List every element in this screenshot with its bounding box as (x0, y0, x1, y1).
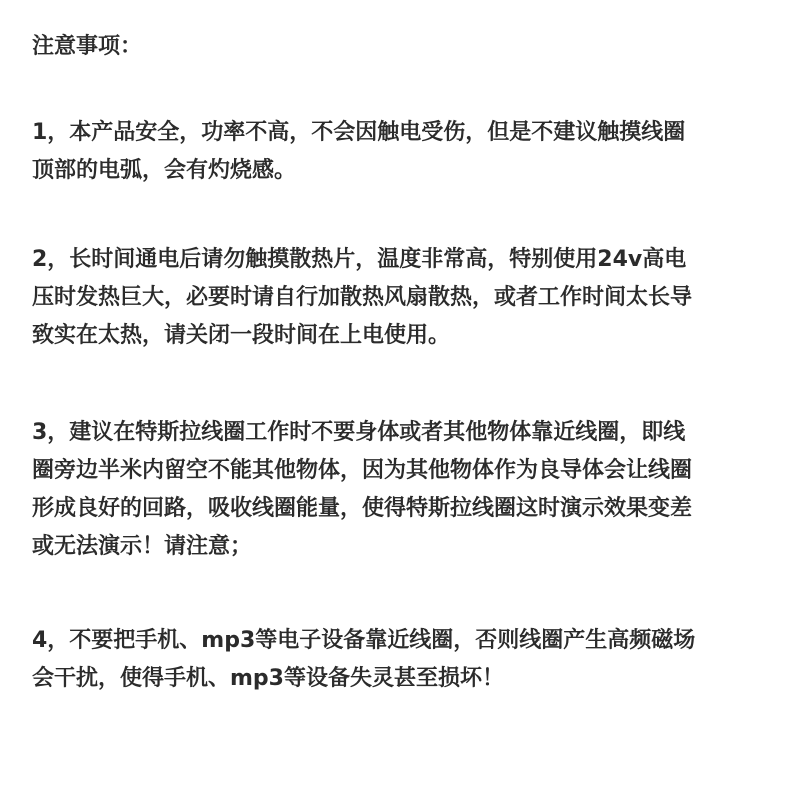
note-item-3 (32, 414, 772, 566)
note-line: 致实在太热，请关闭一段时间在上电使用。 (32, 323, 451, 348)
note-line: 3，建议在特斯拉线圈工作时不要身体或者其他物体靠近线圈，即线 (32, 420, 686, 445)
note-line: 顶部的电弧，会有灼烧感。 (32, 158, 297, 183)
note-line: 或无法演示！请注意； (32, 534, 253, 559)
note-item-2 (32, 241, 772, 355)
note-item-4 (32, 622, 772, 698)
note-line: 1，本产品安全，功率不高，不会因触电受伤，但是不建议触摸线圈 (32, 120, 686, 145)
note-line: 会干扰，使得手机、mp3等设备失灵甚至损坏！ (32, 666, 504, 691)
note-line: 2，长时间通电后请勿触摸散热片，温度非常高，特别使用24v高电 (32, 247, 687, 272)
note-line: 圈旁边半米内留空不能其他物体，因为其他物体作为良导体会让线圈 (32, 458, 693, 483)
note-line: 4，不要把手机、mp3等电子设备靠近线圈，否则线圈产生高频磁场 (32, 628, 696, 653)
note-line: 压时发热巨大，必要时请自行加散热风扇散热，或者工作时间太长导 (32, 285, 693, 310)
notice-heading: 注意事项： (32, 34, 143, 59)
note-item-1 (32, 114, 772, 190)
note-line: 形成良好的回路，吸收线圈能量，使得特斯拉线圈这时演示效果变差 (32, 496, 693, 521)
